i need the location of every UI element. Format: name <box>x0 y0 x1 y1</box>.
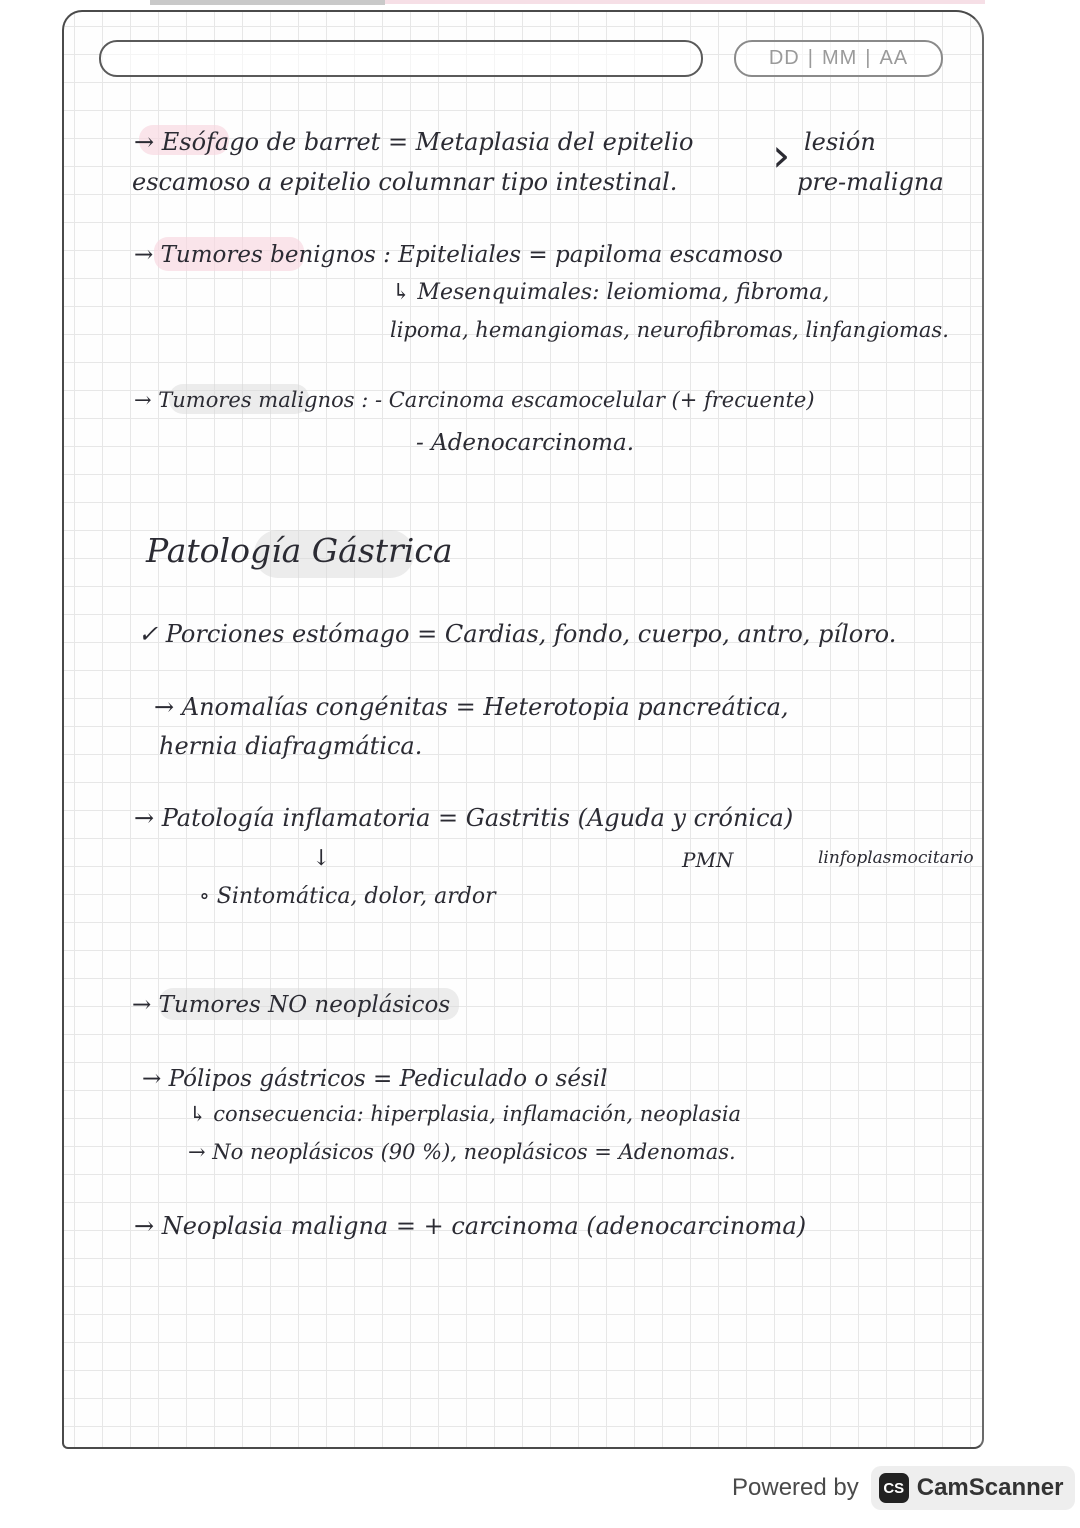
section-title: Patología Gástrica <box>146 531 453 570</box>
no-neoplasicos-line: → Tumores NO neoplásicos <box>132 992 451 1018</box>
barrett-line-1: → Esófago de barret = Metaplasia del epitelio <box>134 128 694 156</box>
date-separator: | <box>807 47 814 69</box>
benignos-line-1: → Tumores benignos : Epiteliales = papiloma escamoso <box>134 242 783 268</box>
anomalias-line-2: hernia diafragmática. <box>159 732 423 760</box>
title-box <box>99 40 703 77</box>
malignos-line-1: → Tumores malignos : - Carcinoma escamocelular (+ frecuente) <box>134 388 815 412</box>
down-arrow-icon: ↓ <box>312 846 331 871</box>
porciones-line: ✓ Porciones estómago = Cardias, fondo, cuerpo, antro, píloro. <box>138 620 897 648</box>
inflamatoria-line-1: → Patología inflamatoria = Gastritis (Aguda y crónica) <box>134 804 794 832</box>
notebook-page <box>62 10 984 1449</box>
neoplasia-line: → Neoplasia maligna = + carcinoma (adenocarcinoma) <box>134 1212 807 1240</box>
date-year: AA <box>879 47 909 69</box>
scan-edge <box>150 0 385 5</box>
malignos-line-2: - Adenocarcinoma. <box>416 430 635 456</box>
linfo-label: linfoplasmocitario <box>818 848 974 868</box>
powered-by-label: Powered by <box>732 1474 859 1501</box>
barrett-line-2: escamoso a epitelio columnar tipo intestinal. <box>132 168 678 196</box>
date-box <box>734 40 943 77</box>
camscanner-badge <box>871 1466 1076 1510</box>
brace-icon: › <box>772 128 791 182</box>
scan-edge-pink <box>385 0 985 4</box>
camscanner-logo-icon: CS <box>879 1473 909 1503</box>
polipos-line-3: → No neoplásicos (90 %), neoplásicos = Adenomas. <box>188 1140 736 1164</box>
barrett-side-2: pre-maligna <box>797 168 944 196</box>
camscanner-footer <box>732 1466 1075 1510</box>
benignos-line-2: ↳ Mesenquimales: leiomioma, fibroma, <box>392 280 830 305</box>
pmn-label: PMN <box>682 848 734 872</box>
barrett-side-1: lesión <box>804 128 876 156</box>
anomalias-line-1: → Anomalías congénitas = Heterotopia pancreática, <box>154 693 789 721</box>
polipos-line-2: ↳ consecuencia: hiperplasia, inflamación, neoplasia <box>189 1102 742 1126</box>
camscanner-brand: CamScanner <box>916 1474 1064 1501</box>
date-day: DD <box>768 47 800 69</box>
inflamatoria-line-2: ∘ Sintomática, dolor, ardor <box>199 884 496 909</box>
polipos-line-1: → Pólipos gástricos = Pediculado o sésil <box>142 1066 608 1092</box>
date-month: MM <box>821 47 858 69</box>
date-separator: | <box>865 47 872 69</box>
benignos-line-3: lipoma, hemangiomas, neurofibromas, linfangiomas. <box>390 318 949 342</box>
